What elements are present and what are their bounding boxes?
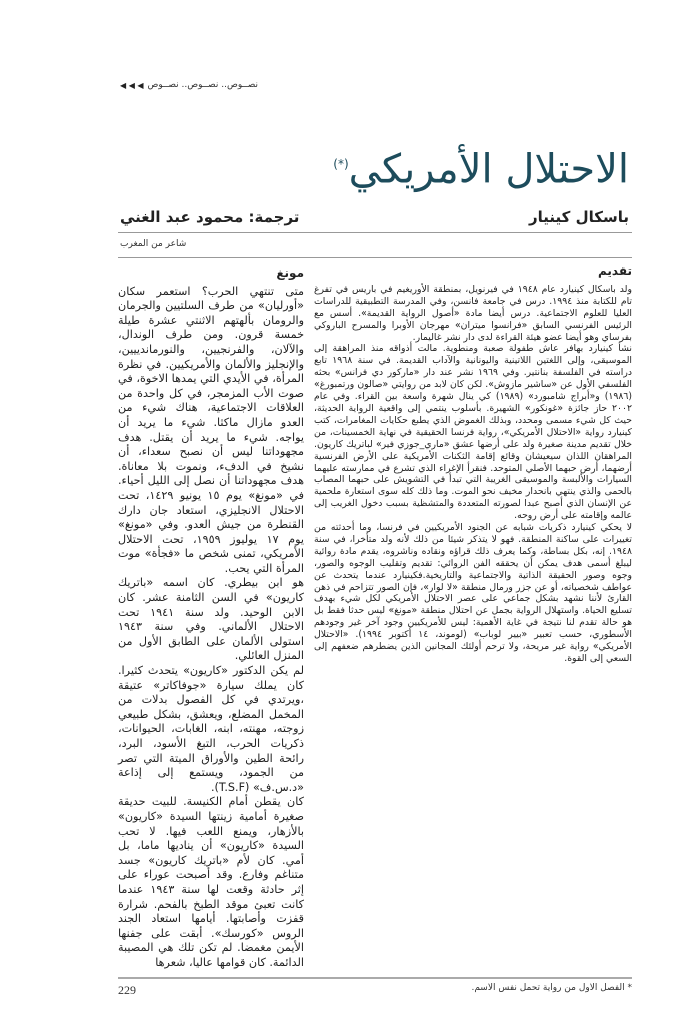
author-name: باسكال كينيار [529,208,629,226]
section-label: نصــوص.. نصــوص.. نصــوص [147,80,259,90]
columns [118,266,632,971]
page-footer [118,977,632,998]
paragraph: متى تنتهي الحرب؟ استعمر سكان «أورليان» من طرف السلتيين والجرمان والرومان بألهتهم الاثنتي عشرة طيلة خمسة قرون. ومن طرف الوندال، والآلان، والفرنجيين، والنورماندييين، والإنجليز والألمان والأمريكيين. في نظرة المرأة، في الأيدي التي يمدها الاخوة، في صوت الأب المزمجر، في كل واحدة من العلاقات الاجتماعية، هناك شيء من العدو مازال ماكثا. شيء ما يريد أن يواجه. شيء ما يريد أن يقتل. هدف مجهوداتنا ليس أن نصبح سعداء، أن نشيخ في الدفء، ونموت بلا معاناة. هدف مجهوداتنا أن نصل إلى الليل أحياء. في «مونغ» يوم ١٥ يونيو ١٤٢٩، تحت الاحتلال الانجليزي، استعاد جان دارك القنطرة من جيش العدو. وفي «مونغ» يوم ١٧ يوليوز ١٩٥٩، تحت الاحتلال الأمريكي، تمنى شخص ما «فجأة» موت المرأة التي يحب. [118,284,304,575]
translator-name: ترجمة: محمود عبد الغني [120,208,300,226]
title-text: الاحتلال الأمريكي [348,146,629,193]
divider [118,257,632,258]
paragraph: نشأ كينيارد بهافر عاش طفولة صعبة ومنطوية. مالت أذواقه منذ المراهقة إلى الموسيقى، وإلى اللغتين اللاتينية واليونانية والآداب القديمة. في سنة ١٩٦٨ تابع دراسته في الفلسفة بنانتير. وفي ١٩٦٩ نشر عند دار «ماركور دي فرانس» بحثه الفلسفي الأول عن «ساشير مازوش». لكن كان لابد من روايتي «صالون ورتمبورغ» (١٩٨٦) و«أبراج شامبورد» (١٩٨٩) كي ينال شهرة واسعة بين القراء. وفي عام ٢٠٠٢ حاز جائزة «غونكور» الشهيرة. بأسلوب ينتمي إلى واقعية الرواية الحديثة، حيث كل شيء مسمى ومحدد، وبذلك الغموض الذي يطبع حكايات المغامرات، كتب كينيارد رواية «الاحتلال الأمريكي»، رواية فرنسا الحقيقية في نهاية الخمسينات، من خلال تقديم مدينة صغيرة ولد على أرضها عشق «ماري_جوزي فير» لباتريك كاريون. المراهقان اللذان سيعيشان وقائع إقامة الثكنات الأمريكية على الأرض الفرنسية أرضهما، أرض حبهما الأصلي المتوحد. فنقرأ الإغراء الذي تشرع في ممارسته عليهما السيارات والألبسة والموسيقى الغريبة التي تبدأ في التشويش على حبهما المصاب بالحمى والذي ينتهي بانحدار مخيف نحو الموت. وما ذلك كله سوى استعارة ملحمية عن الإنسان الذي أصبح عبدا لصورته المتعددة والمتشظية بسبب دخول الغريب إلى عالمه وإقامته على أرض روحه. [314,343,632,522]
divider [118,232,632,233]
paragraph: ولد باسكال كينيارد عام ١٩٤٨ في فيرنويل، بمنطقة الأوريغيم في باريس في تفرغ تام للكتابة منذ ١٩٩٤. درس في جامعة فانسن، وفي المدرسة التطبيقية للدراسات العليا للعلوم الاجتماعية. درس أيضا مادة «أصول الرواية القديمة». أسس مع الرئيس الفرنسي السابق «فرانسوا ميتران» مهرجان الأوبرا والمسرح الباروكي بفرساي وهو أيضا عضو هيئة القراءة لدى دار نشر غاليمار. [314,283,632,343]
paragraph: كان يقطن أمام الكنيسة. للبيت حديقة صغيرة أمامية زينتها السيدة «كاريون» بالأزهار، ويمنع اللعب فيها. لا تحب السيدة «كاريون» أن يناديها ماما، بل أمي. كان لأم «باتريك كاريون» جسد متناغم وفارع. وقد أصبحت عوراء على إثر حادثة وقعت لها سنة ١٩٤٣ عندما كانت تعبئ موقد الطبخ بالفحم. شرارة قفزت وأصابتها. أيامها استعاد الجند الروس «كورسك». أبقت على جفنها الأيمن مغمضا. لم تكن تلك هي المصيبة الدائمة. كان قوامها عاليا، شعرها [118,795,304,969]
story-column [118,266,304,971]
section-tag [120,80,258,90]
article-title [333,140,629,193]
title-footnote-mark: (*) [333,157,349,171]
intro-column [314,266,632,665]
paragraph: لم يكن الدكتور «كاريون» يتحدث كثيرا. كان يملك سيارة «جوفاكاتر» عتيقة ،ويرتدي في كل الفصول بدلات من المخمل المضلع، ويعشق، بشكل طبيعي زوجته، مهنته، ابنه، الغابات، الحيوانات، ذكريات الحرب، التبغ الأسود، البرد، رائحة الطين والأوراق الميتة التي تصر من الجمود، ويستمع إلى إذاعة «د.س.ف» (T.S.F). [118,664,304,794]
article-body [118,266,632,1028]
triangle-left-icon: ◀ ◀ ◀ [120,80,144,90]
paragraph: لا يحكي كينيارد ذكريات شبابه عن الجنود الأمريكيين في فرنسا، وما أحدثته من تغييرات على ساكنة المنطقة. فهو لا يتذكر شيئا من ذلك لأنه ولد متأخرا، في سنة ١٩٤٨. إنه، بكل بساطة، وكما يعرف ذلك قراؤه ونقاده وناشروه، يقدم مادة روائية ليبلغ أسمى هدف يمكن أن يحققه الفن الروائي: تقديم وتقليب الوجوه والصور، وجوه وصور الحقيقة الذاتية والاجتماعية والتاريخية.فكينيارد عندما يتحدث عن عواطف شخصياته، أو عن جزر ورمال منطقة «لا لوار»، فإن الصور تتزاحم في ذهن القارئ لأننا نشهد بشكل جماعي على عصر الاحتلال الأمريكي لكل شيء بهدف تسليع الحياة. واستهلال الرواية بجمل عن احتلال منطقة «مونغ» ليس حدثا فقط بل هو حالة تقدم لنا نتيجة في غاية الأهمية: ليس للأمريكيين وجود آخر غير وجودهم الأسطوري، حسب تعبير «بيير لوباب» (لوموند، ١٤ أكتوبر ١٩٩٤). «الاحتلال الأمريكي» رواية غير مريحة، ولا ترحم أولئك المجانين الذين يضطرهم ضعفهم إلى السعي إلى القوة. [314,522,632,664]
translator-note: شاعر من المغرب [120,239,187,249]
story-heading: مونغ [276,266,304,280]
intro-heading: تقديم [598,264,632,278]
paragraph: هو ابن بيطري. كان اسمه «باتريك كاريون» في السن الثامنة عشر. كان الابن الوحيد. ولد سنة ١٩٤١ تحت الاحتلال الألماني. وفي سنة ١٩٤٣ استولى الألمان على الطابق الأول من المنزل العائلي. [118,576,304,663]
footnote: * الفصل الاول من رواية تحمل نفس الاسم. [471,982,632,993]
page-number: 229 [118,982,136,997]
